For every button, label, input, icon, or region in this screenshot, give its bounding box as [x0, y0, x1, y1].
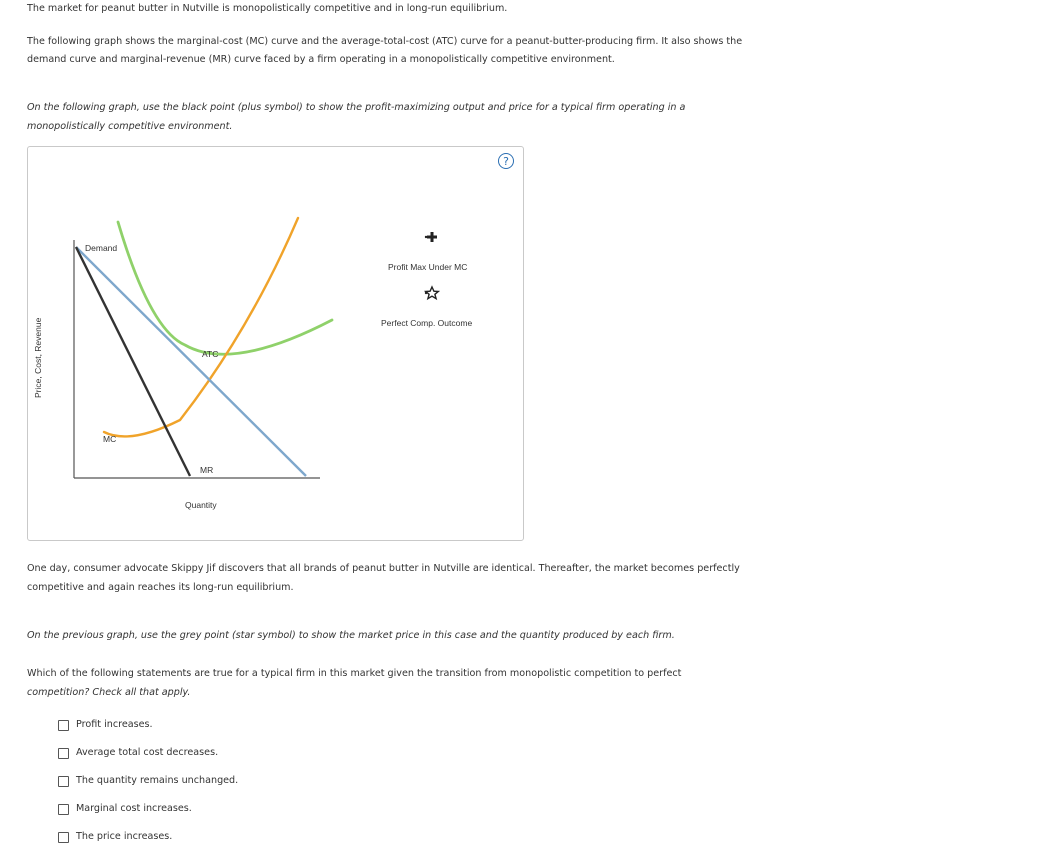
plus-point-tool[interactable]: [425, 232, 437, 242]
plus-icon: [427, 232, 437, 242]
story-line-a: One day, consumer advocate Skippy Jif discovers that all brands of peanut butter in Nutville are identical. Thereafter, the market becomes perfectly: [27, 563, 740, 574]
demand-label: Demand: [85, 243, 118, 253]
checkbox[interactable]: [58, 720, 69, 731]
checkbox[interactable]: [58, 748, 69, 759]
question-line-b: competition? Check all that apply.: [27, 687, 191, 698]
option-label: Profit increases.: [76, 719, 153, 730]
option-mc-increases[interactable]: [58, 802, 192, 816]
checkbox[interactable]: [58, 832, 69, 843]
story-line-b: competitive and again reaches its long-run equilibrium.: [27, 582, 294, 593]
checkbox[interactable]: [58, 804, 69, 815]
question-line-a: Which of the following statements are true for a typical firm in this market given the transition from monopolistic competition to perfect: [27, 668, 682, 679]
intro-line-2b: demand curve and marginal-revenue (MR) curve faced by a firm operating in a monopolistically competitive environment.: [27, 54, 615, 65]
instruction-1a: On the following graph, use the black point (plus symbol) to show the profit-maximizing output and price for a typical firm operating in a: [27, 102, 686, 113]
y-axis-label: Price, Cost, Revenue: [33, 317, 43, 398]
option-label: Marginal cost increases.: [76, 803, 192, 814]
x-axis-label: Quantity: [185, 500, 217, 510]
checkbox[interactable]: [58, 776, 69, 787]
plus-legend-label: Profit Max Under MC: [388, 262, 468, 272]
option-label: The price increases.: [76, 831, 173, 842]
mr-label: MR: [200, 465, 214, 475]
star-point-tool[interactable]: [425, 287, 439, 299]
option-profit-increases[interactable]: [58, 718, 153, 732]
option-atc-decreases[interactable]: [58, 746, 218, 760]
option-label: The quantity remains unchanged.: [76, 775, 239, 786]
intro-line-1: The market for peanut butter in Nutville is monopolistically competitive and in long-run equilibrium.: [27, 3, 508, 14]
instruction-2: On the previous graph, use the grey point (star symbol) to show the market price in this case and the quantity produced by each firm.: [27, 630, 675, 641]
mc-label: MC: [103, 434, 117, 444]
option-label: Average total cost decreases.: [76, 747, 219, 758]
option-quantity-unchanged[interactable]: [58, 774, 238, 788]
atc-label: ATC: [202, 349, 219, 359]
instruction-1b: monopolistically competitive environment.: [27, 121, 233, 132]
option-price-increases[interactable]: [58, 830, 172, 844]
star-legend-label: Perfect Comp. Outcome: [381, 318, 473, 328]
atc-curve: [118, 222, 332, 354]
mc-curve: [104, 218, 298, 436]
star-icon: [426, 287, 439, 299]
help-icon[interactable]: ?: [498, 153, 514, 169]
mr-curve: [76, 247, 190, 476]
intro-line-2a: The following graph shows the marginal-cost (MC) curve and the average-total-cost (ATC) curve for a peanut-butter-producing firm. It also shows the: [27, 36, 743, 47]
